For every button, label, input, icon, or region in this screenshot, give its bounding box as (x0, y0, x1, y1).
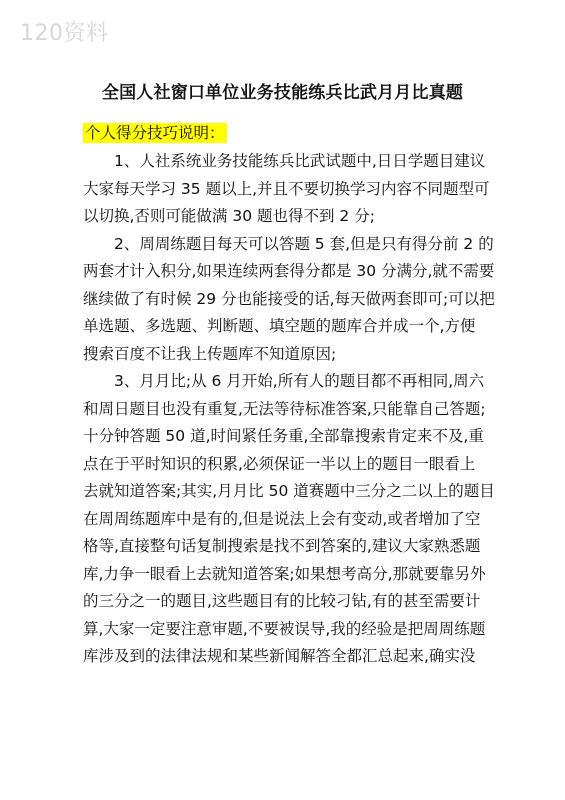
section-heading: 个人得分技巧说明： (85, 124, 225, 142)
text-line: 去就知道答案;其实,月月比 50 道赛题中三分之二以上的题目 (83, 482, 495, 500)
text-line: 继续做了有时候 29 分也能接受的话,每天做两套即可;可以把 (83, 289, 495, 308)
text-line: 点在于平时知识的积累,必须保证一半以上的题目一眼看上 (83, 454, 476, 473)
text-line: 搜索百度不让我上传题库不知道原因; (83, 344, 337, 363)
text-line: 库,力争一眼看上去就知道答案;如果想考高分,那就要靠另外 (83, 564, 486, 583)
text-line: 以切换,否则可能做满 30 题也得不到 2 分; (83, 207, 375, 225)
text-line: 两套才计入积分,如果连续两套得分都是 30 分满分,就不需要 (83, 262, 495, 280)
text-line: 的三分之一的题目,这些题目有的比较刁钻,有的甚至需要计 (83, 592, 481, 610)
text-line: 格等,直接整句话复制搜索是找不到答案的,建议大家熟悉题 (83, 537, 481, 555)
text-line: 2、周周练题目每天可以答题 5 套,但是只有得分前 2 的 (114, 234, 494, 253)
text-line: 十分钟答题 50 道,时间紧任务重,全部靠搜索肯定来不及,重 (83, 427, 484, 445)
text-line: 单选题、多选题、判断题、填空题的题库合并成一个,方便 (83, 317, 476, 335)
text-line: 在周周练题库中是有的,但是说法上会有变动,或者增加了空 (83, 509, 481, 528)
text-line: 1、人社系统业务技能练兵比武试题中,日日学题目建议 (114, 152, 486, 170)
watermark: 120资料 (20, 21, 109, 46)
text-line: 大家每天学习 35 题以上,并且不要切换学习内容不同题型可 (83, 179, 490, 198)
body-text (83, 148, 495, 671)
text-line: 算,大家一定要注意审题,不要被误导,我的经验是把周周练题 (83, 619, 486, 638)
text-line: 库涉及到的法律法规和某些新闻解答全都汇总起来,确实没 (83, 647, 476, 665)
document-title: 全国人社窗口单位业务技能练兵比武月月比真题 (101, 83, 464, 103)
text-line: 3、月月比;从 6 月开始,所有人的题目都不再相同,周六 (114, 372, 485, 390)
text-line: 和周日题目也没有重复,无法等待标准答案,只能靠自己答题; (83, 399, 486, 418)
